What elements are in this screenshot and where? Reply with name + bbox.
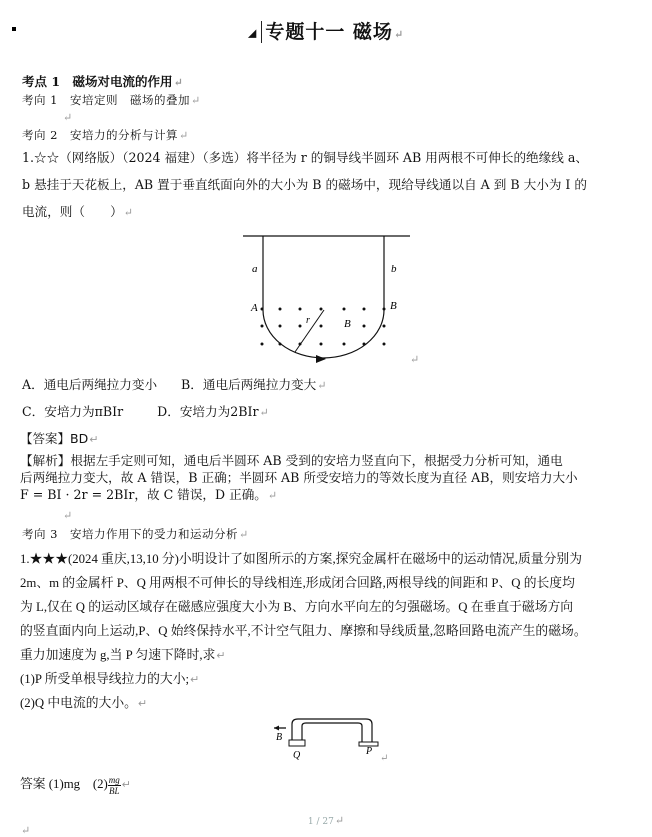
direction-3-heading: 考向 3 安培力作用下的受力和运动分析↵	[22, 527, 249, 541]
q1-line-3: 电流，则（ ）↵	[22, 204, 133, 219]
page-title: ◢ 专题十一 磁场↵	[247, 21, 405, 43]
label-A: A	[251, 302, 258, 314]
direction-2-heading: 考向 2 安培力的分析与计算↵	[22, 128, 189, 142]
direction-1-heading: 考向 1 安培定则 磁场的叠加↵	[22, 93, 201, 107]
label-B-field: B	[344, 318, 351, 330]
q1-options-cd: C．安培力为πBIr D．安培力为2BIr↵	[22, 404, 269, 419]
page-indicator: 1 / 27↵	[307, 814, 345, 827]
q2-line-1: 1.★★★(2024 重庆,13,10 分)小明设计了如图所示的方案,探究金属杆在磁场中的运动情况,质量分别为	[20, 552, 582, 566]
field-dots	[261, 308, 386, 346]
answer-fraction: $\frac{mg}{BL}$	[108, 774, 120, 796]
semicircle-loop	[263, 310, 384, 358]
label-r: r	[306, 315, 310, 326]
triangle-icon: ◢	[247, 26, 258, 40]
q2-line-2: 2m、m 的金属杆 P、Q 用两根不可伸长的导线相连,形成闭合回路,两根导线的间距和 P、Q 的长度均	[20, 576, 575, 590]
q2-sub-1: (1)P 所受单根导线拉力的大小;↵	[20, 672, 200, 686]
q1-options-ab: A．通电后两绳拉力变小 B．通电后两绳拉力变大↵	[22, 377, 327, 392]
q2-line-3: 为 L,仅在 Q 的运动区域存在磁感应强度大小为 B、方向水平向左的匀强磁场。Q 在垂直于磁场方向	[20, 600, 574, 614]
q2-line-5: 重力加速度为 g,当 P 匀速下降时,求↵	[20, 648, 226, 662]
q1-analysis-line-1: 【解析】根据左手定则可知，通电后半圆环 AB 受到的安培力竖直向下，根据受力分析可知，通电	[20, 453, 563, 468]
q2-line-4: 的竖直面内向上运动,P、Q 始终保持水平,不计空气阻力、摩擦和导线质量,忽略回路电流产生的磁场。	[20, 624, 587, 638]
q1-analysis-line-2: 后两绳拉力变大，故 A 错误，B 正确；半圆环 AB 所受安培力的等效长度为直径 AB，则安培力大小	[20, 470, 578, 485]
q2-answer: 答案 (1)mg (2) $\frac{mg}{BL}$ ↵	[20, 774, 132, 796]
wire-loop-inner	[302, 723, 362, 742]
paragraph-mark: ↵	[410, 353, 420, 366]
label-Q: Q	[293, 750, 301, 761]
paragraph-mark: ↵	[63, 111, 73, 124]
label-B-end: B	[390, 300, 397, 312]
label-B: B	[276, 732, 283, 743]
field-arrow-icon	[274, 726, 279, 731]
label-a: a	[252, 263, 258, 275]
q1-figure	[240, 228, 430, 368]
section-heading: 考点 1 磁场对电流的作用↵	[22, 74, 183, 89]
paragraph-mark: ↵	[21, 824, 31, 837]
q2-sub-2: (2)Q 中电流的大小。↵	[20, 696, 148, 710]
rod-Q	[289, 740, 305, 746]
q1-answer: 【答案】BD↵	[20, 431, 99, 446]
q1-line-1: 1.☆☆（网络版）（2024 福建）（多选）将半径为 r 的铜导线半圆环 AB 用两根不可伸长的绝缘线 a、	[22, 150, 588, 165]
q1-analysis-line-3: F = BI · 2r = 2BIr，故 C 错误，D 正确。↵	[20, 487, 278, 502]
label-P: P	[366, 746, 373, 757]
label-b: b	[391, 263, 397, 275]
q2-figure	[262, 714, 392, 766]
paragraph-mark: ↵	[380, 753, 389, 764]
q1-line-2: b 悬挂于天花板上，AB 置于垂直纸面向外的大小为 B 的磁场中，现给导线通以自 A 到 B 大小为 I 的	[22, 177, 587, 192]
current-arrow-icon	[316, 355, 326, 363]
paragraph-mark: ↵	[63, 509, 73, 522]
